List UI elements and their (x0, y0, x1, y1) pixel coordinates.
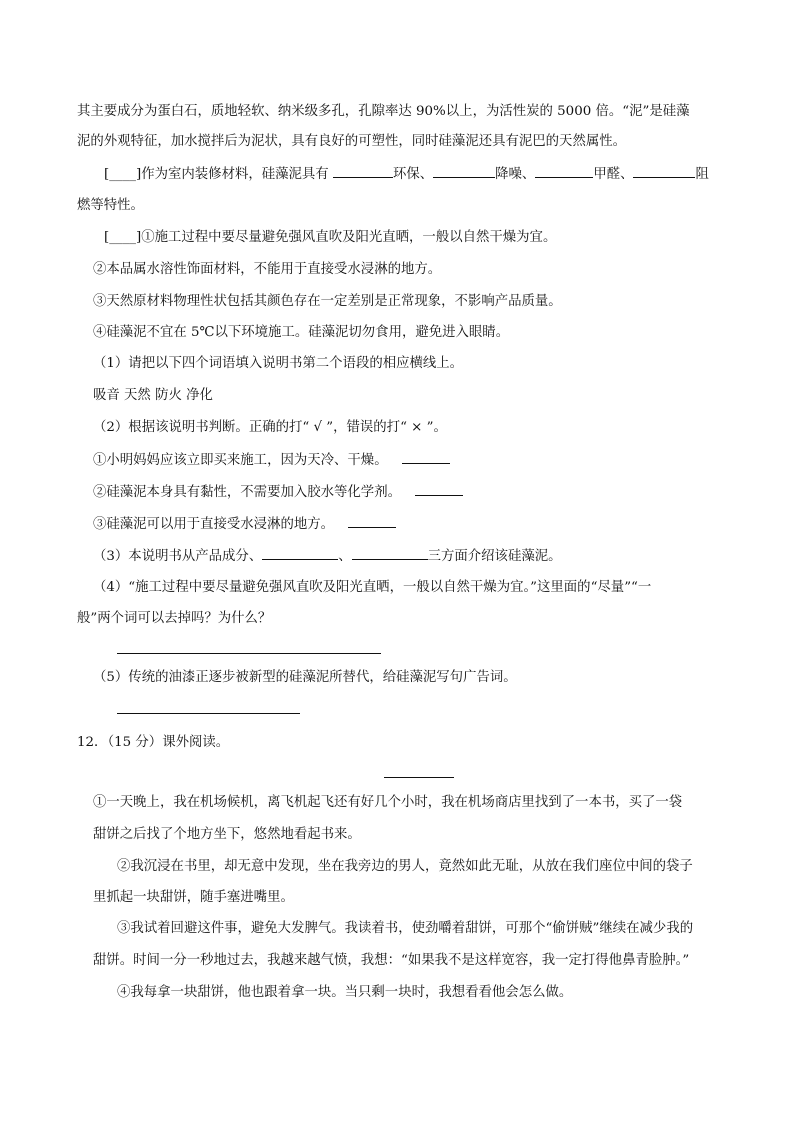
fill-blank[interactable] (333, 166, 393, 178)
reading-paragraph: ④我每拿一块甜饼，他也跟着拿一块。当只剩一块时，我想看看他会怎么做。 (117, 985, 573, 1000)
reading-paragraph: ①一天晚上，我在机场候机，离飞机起飞还有好几个小时，我在机场商店里找到了一本书，买了一袋 (93, 795, 683, 810)
passage-text: 甲醛、 (593, 167, 634, 182)
answer-blank[interactable] (348, 516, 396, 528)
question-4-cont: 般”两个词可以去掉吗？为什么？ (77, 611, 272, 626)
fill-blank[interactable] (433, 166, 495, 178)
reading-paragraph: 里抓起一块甜饼，随手塞进嘴里。 (93, 890, 294, 905)
passage-text: 降噪、 (495, 167, 536, 182)
question-text: （3）本说明书从产品成分、 (93, 549, 263, 564)
fill-blank[interactable] (535, 166, 593, 178)
question-2: （2）根据该说明书判断。正确的打“ √ ”，错误的打“ × ”。 (93, 420, 447, 435)
judge-text: ①小明妈妈应该立即买来施工，因为天冷、干燥。 (93, 453, 388, 468)
section-heading: 12．（15 分）课外阅读。 (77, 735, 230, 750)
question-4: （4）“施工过程中要尽量避免强风直吹及阳光直晒，一般以自然干燥为宜。”这里面的“尽量”“一 (93, 580, 652, 595)
question-text: 、 (338, 549, 352, 564)
judge-text: ②硅藻泥本身具有黏性，不需要加入胶水等化学剂。 (93, 485, 401, 500)
question-3 (93, 548, 562, 565)
answer-blank[interactable] (262, 548, 338, 560)
answer-line[interactable] (117, 653, 381, 654)
judge-item (93, 484, 463, 501)
passage-line: 其主要成分为蛋白石，质地轻软、纳米级多孔，孔隙率达 90%以上，为活性炭的 5000 倍。“泥”是硅藻 (77, 104, 690, 119)
judge-item (93, 516, 396, 533)
passage-line: ③天然原材料物理性状包括其颜色存在一定差别是正常现象，不影响产品质量。 (93, 294, 562, 309)
judge-item (93, 452, 450, 469)
fill-blank[interactable] (633, 166, 695, 178)
reading-paragraph: ③我试着回避这件事，避免大发脾气。我读着书，使劲嚼着甜饼，可那个“偷饼贼”继续在减少我的 (117, 921, 694, 936)
answer-line[interactable] (117, 713, 300, 714)
passage-line (104, 166, 709, 183)
answer-blank[interactable] (352, 548, 428, 560)
reading-paragraph: ②我沉浸在书里，却无意中发现，坐在我旁边的男人，竟然如此无耻，从放在我们座位中间的袋子 (117, 859, 693, 874)
passage-text: [____]作为室内装修材料，硅藻泥具有 (104, 167, 333, 182)
question-5: （5）传统的油漆正逐步被新型的硅藻泥所替代，给硅藻泥写句广告词。 (93, 670, 517, 685)
answer-blank[interactable] (415, 484, 463, 496)
reading-paragraph: 甜饼之后找了个地方坐下，悠然地看起书来。 (93, 827, 361, 842)
passage-text: 环保、 (392, 167, 434, 182)
question-text: 三方面介绍该硅藻泥。 (427, 549, 562, 564)
passage-line: [____]①施工过程中要尽量避免强风直吹及阳光直晒，一般以自然干燥为宜。 (104, 230, 557, 245)
passage-line: 泥的外观特征，加水搅拌后为泥状，具有良好的可塑性，同时硅藻泥还具有泥巴的天然属性。 (77, 134, 627, 149)
passage-line: ②本品属水溶性饰面材料，不能用于直接受水浸淋的地方。 (93, 262, 442, 277)
passage-line: 燃等特性。 (77, 198, 144, 213)
title-blank[interactable] (384, 777, 454, 778)
reading-paragraph: 甜饼。时间一分一秒地过去，我越来越气愤，我想：“如果我不是这样宽容，我一定打得他鼻青脸肿。” (93, 953, 690, 968)
passage-text: 阻 (695, 167, 709, 182)
passage-line: ④硅藻泥不宜在 5℃以下环境施工。硅藻泥切勿食用，避免进入眼睛。 (93, 325, 510, 340)
question-1: （1）请把以下四个词语填入说明书第二个语段的相应横线上。 (93, 356, 464, 371)
judge-text: ③硅藻泥可以用于直接受水浸淋的地方。 (93, 517, 335, 532)
answer-blank[interactable] (402, 452, 450, 464)
word-bank: 吸音 天然 防火 净化 (93, 388, 213, 403)
